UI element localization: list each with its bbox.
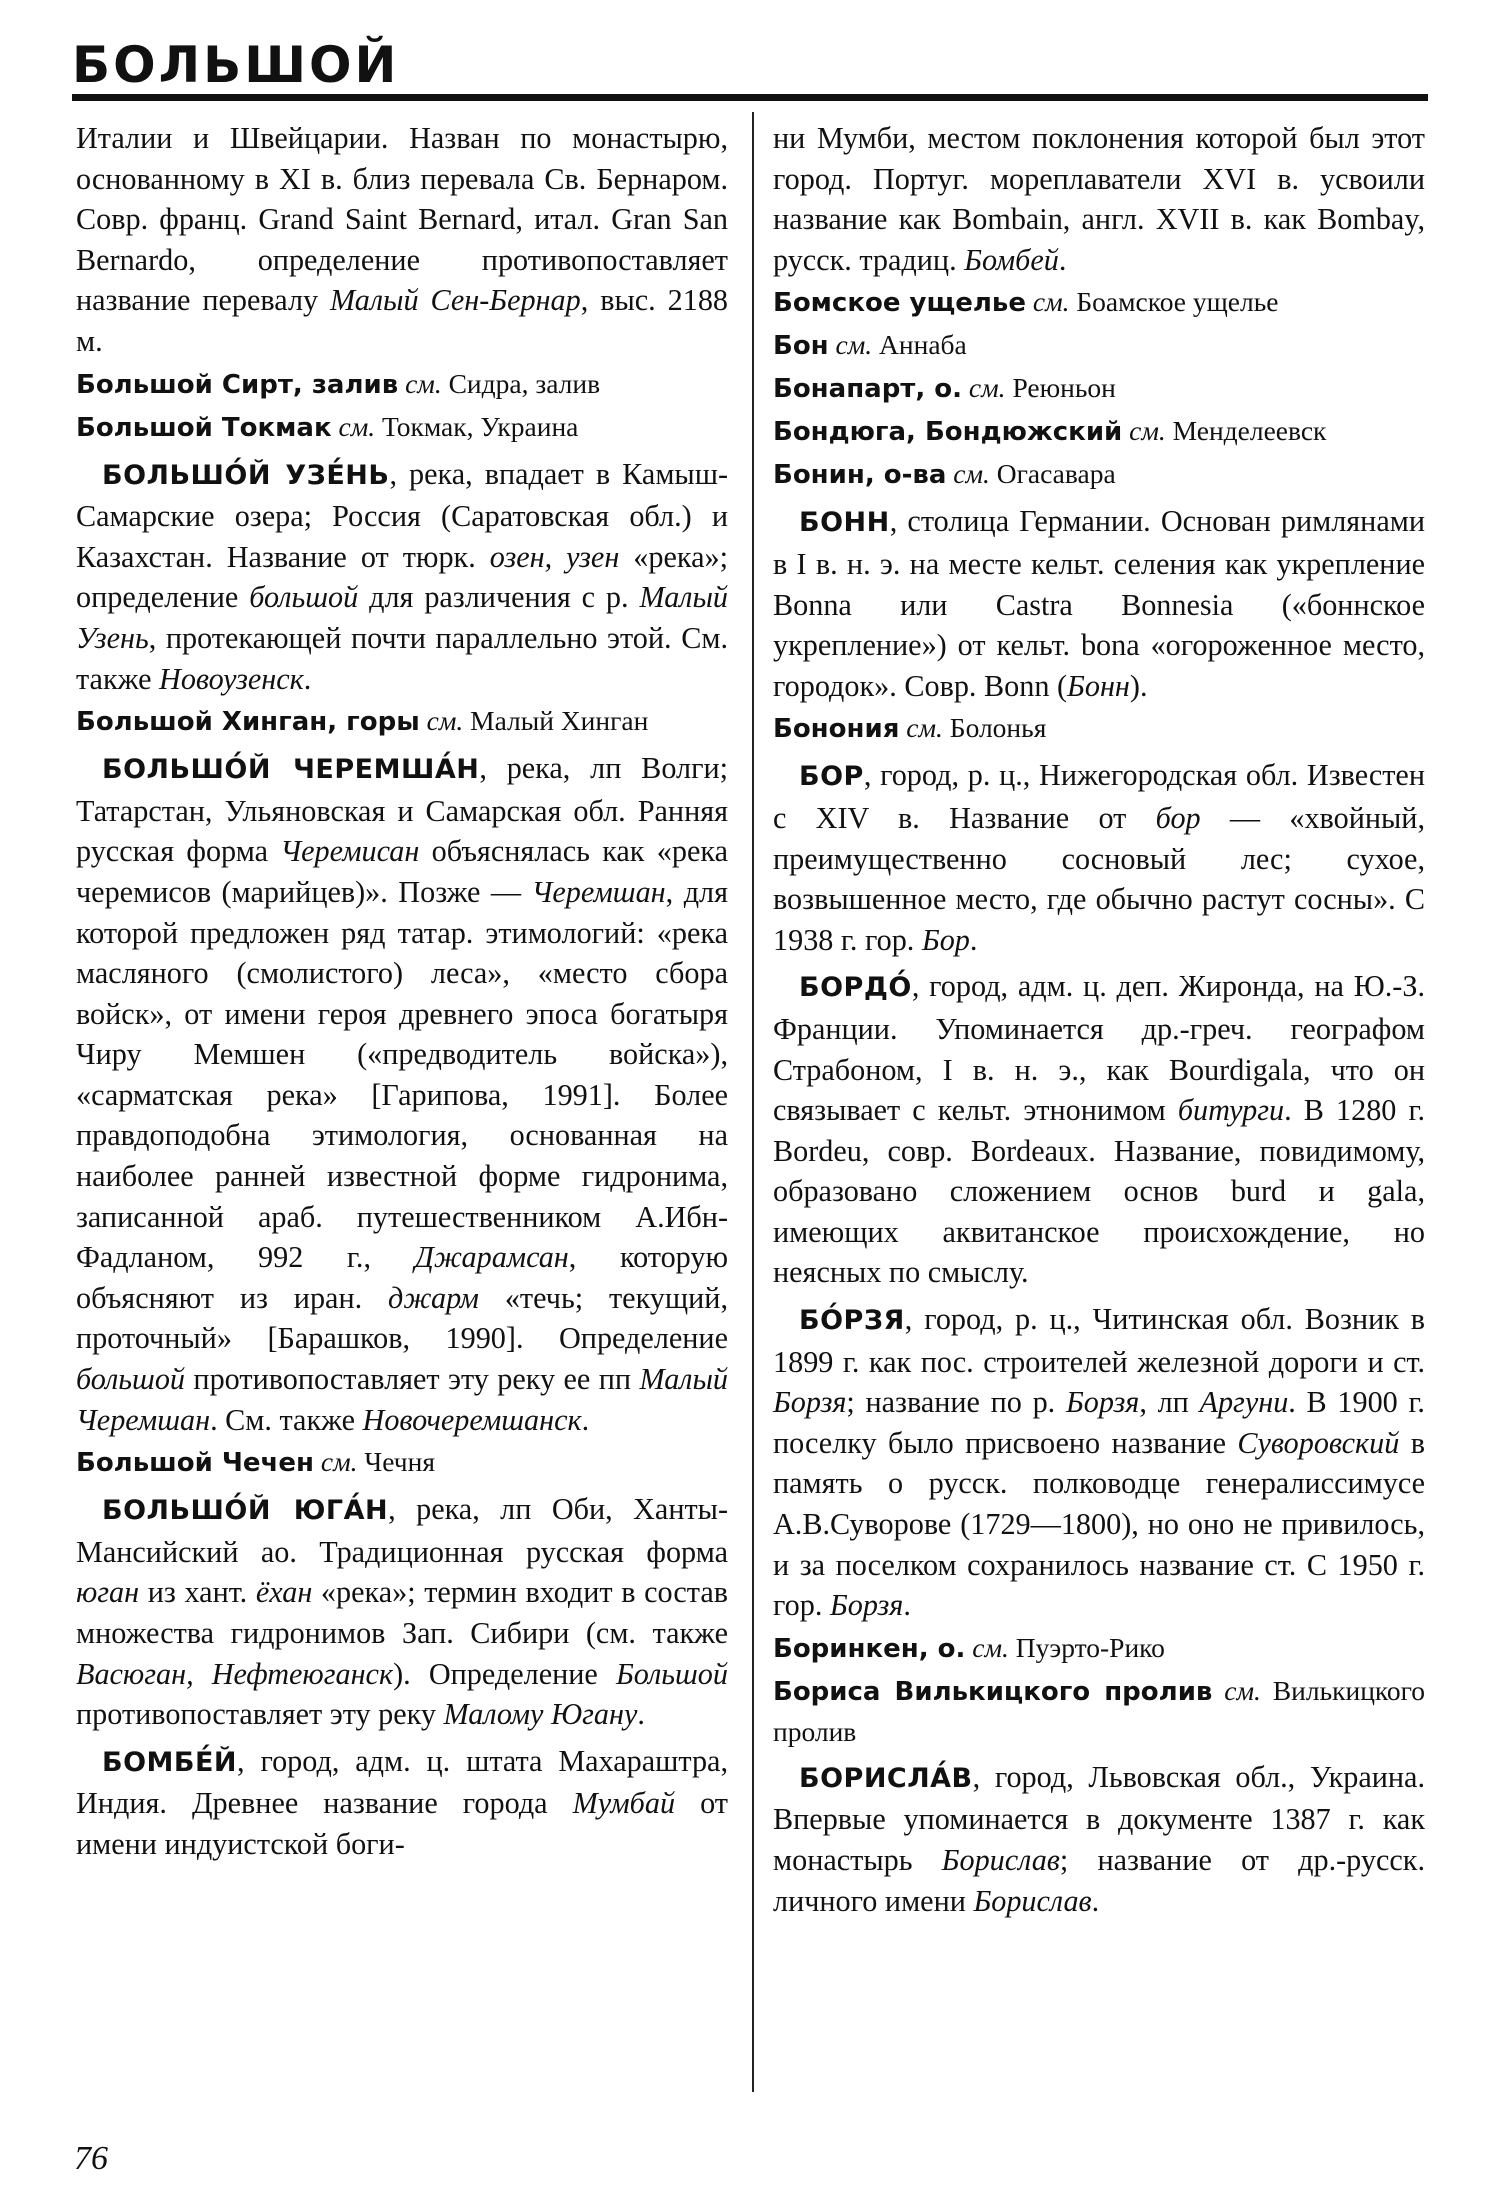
reference-headword: Боринкен, о. (773, 1633, 966, 1664)
entry-text: . (903, 1588, 911, 1623)
entry-text: . (637, 1697, 645, 1732)
italic-text: см. (953, 458, 990, 490)
reference-headword: Бонапарт, о. (773, 374, 963, 405)
italic-text: большой (249, 580, 359, 615)
reference-headword: Бон (773, 331, 829, 362)
entry-text: Менделеевск (1165, 415, 1327, 447)
cross-reference-entry (76, 364, 728, 405)
entry-text: ). (1129, 668, 1148, 703)
entry-text: Малый Хинган (463, 705, 649, 737)
entry-text: противопоставляет эту реку (76, 1697, 444, 1732)
entry-text: . (969, 922, 978, 957)
cross-reference-entry (773, 1671, 1425, 1751)
entry-text: , город, р. ц., Нижегородская обл. Известен с XIV в. Название от (773, 758, 1425, 835)
entry-headword: БОЛЬШО́Й УЗЕ́НЬ (102, 459, 390, 491)
entry-text: . (303, 661, 312, 696)
italic-text: Малый Сен-Бернар (330, 283, 581, 318)
entry-text: «река»; определение (76, 539, 728, 615)
entry-text: Сидра, залив (441, 367, 601, 399)
entry-text: , река, лп Волги; Татарстан, Ульяновская и Самарская обл. Ранняя русская форма (76, 751, 728, 869)
entry-text: , протекающей почти параллельно этой. См. также (76, 620, 728, 696)
italic-text: Суворовский (1237, 1425, 1400, 1460)
entry-text: для различения с р. (358, 580, 640, 615)
italic-text: см. (338, 410, 376, 442)
entry-text: , которую объясняют из иран. (76, 1240, 728, 1315)
italic-text: Бор (921, 922, 970, 957)
italic-text: Джарамсан (414, 1240, 569, 1275)
italic-text: Борислав (973, 1883, 1092, 1918)
italic-text: Бонн (1067, 668, 1130, 703)
right-column (773, 118, 1425, 1921)
entry-text: . В 1280 г. Bordeu, совр. Bordeaux. Название, повидимому, образовано сложением основ burd и gala, имеющих аквитанское происхождение, но неясных по смыслу. (773, 1093, 1425, 1290)
italic-text: Мумбай (572, 1786, 676, 1821)
cross-reference-entry (773, 708, 1425, 749)
dictionary-entry (773, 1757, 1425, 1921)
italic-text: см. (968, 372, 1006, 404)
reference-headword: Бомское ущелье (773, 288, 1026, 319)
entry-continuation (773, 118, 1425, 280)
cross-reference-entry (773, 325, 1425, 366)
entry-text: Огасавара (989, 458, 1116, 490)
dictionary-entry (76, 748, 728, 1440)
cross-reference-entry (773, 1628, 1425, 1669)
entry-text: , река, лп Оби, Ханты-Мансийский ао. Традиционная русская форма (76, 1492, 729, 1569)
cross-reference-entry (76, 701, 728, 742)
italic-text: большой (76, 1362, 186, 1397)
italic-text: Новоузенск (159, 661, 304, 696)
italic-text: Новочеремшанск (362, 1402, 582, 1437)
italic-text: см. (1129, 415, 1166, 447)
entry-text: из хант. (139, 1575, 256, 1610)
entry-text: ; название от др.-русск. личного имени (773, 1843, 1425, 1918)
header-rule (72, 94, 1428, 101)
entry-headword: БОРИСЛА́В (799, 1762, 973, 1794)
entry-text: . (1091, 1883, 1100, 1918)
entry-headword: БОР (799, 761, 864, 793)
entry-text: . (581, 1402, 590, 1437)
reference-headword: Большой Чечен (76, 1448, 314, 1479)
italic-text: см. (405, 367, 442, 399)
italic-text: битурги (1177, 1093, 1285, 1128)
cross-reference-entry (76, 407, 728, 448)
italic-text: Малый Черемшан (76, 1362, 728, 1437)
dictionary-entry (76, 1741, 728, 1865)
italic-text: бор (1155, 800, 1201, 835)
entry-text: . В 1900 г. поселку было присвоено название (773, 1385, 1425, 1460)
entry-text (962, 372, 969, 403)
cross-reference-entry (773, 411, 1425, 452)
italic-text: Васюган, Нефтеюганск (76, 1656, 394, 1691)
entry-text: в память о русск. полководце генералиссимусе А.В.Суворове (1729—1800), но оно не привилось, и за поселком сохранилось название ст. С 1950 г. гор. (773, 1425, 1425, 1623)
italic-text: см. (835, 329, 873, 361)
entry-headword: БОЛЬШО́Й ЮГА́Н (102, 1495, 389, 1527)
italic-text: Борислав (941, 1843, 1060, 1877)
entry-text: ; название по р. (846, 1385, 1066, 1420)
entry-text: Боамское ущелье (1069, 286, 1279, 318)
italic-text: Аргуни (1199, 1385, 1289, 1420)
reference-headword: Большой Сирт, залив (76, 369, 399, 400)
entry-text: Италии и Швейцарии. Назван по монастырю, основанному в XI в. близ перевала Св. Бернаром. Совр. франц. Grand Saint Bernard, итал. Gran San Bernardo, определение противопоставляет название перевалу (76, 121, 728, 318)
reference-headword: Бонония (773, 714, 900, 745)
entry-text: Реюньон (1005, 372, 1116, 404)
page-number: 76 (74, 2140, 108, 2177)
italic-text: юган (76, 1575, 140, 1610)
italic-text: Большой (615, 1656, 728, 1691)
cross-reference-entry (773, 282, 1425, 323)
italic-text: см. (1032, 286, 1070, 318)
dictionary-entry (76, 454, 728, 700)
entry-text: Вилькицкого пролив (773, 1674, 1425, 1747)
column-divider (752, 112, 754, 2092)
entry-text: , река, впадает в Камыш-Самарские озера; Россия (Саратовская обл.) и Казахстан. Название от тюрк. (76, 456, 728, 574)
italic-text: Малому Югану (443, 1697, 638, 1732)
italic-text: см. (906, 712, 943, 744)
entry-continuation (76, 118, 728, 362)
entry-text: , город, р. ц., Читинская обл. Возник в 1899 г. как пос. строителей железной дороги и ст. (773, 1302, 1425, 1379)
italic-text: Бомбей (964, 242, 1059, 277)
entry-text: , город, адм. ц. деп. Жиронда, на Ю.-З. Франции. Упоминается др.-греч. географом Страбоном, I в. н. э., как Bourdigala, что он связывает с кельт. этнонимом (773, 969, 1425, 1128)
italic-text: Борзя (1065, 1385, 1140, 1420)
entry-text: «река»; термин входит в состав множества гидронимов Зап. Сибири (см. также (76, 1575, 728, 1650)
italic-text: Борзя (829, 1588, 904, 1623)
entry-text: , город, Львовская обл., Украина. Впервые упоминается в документе 1387 г. как монастырь (773, 1759, 1425, 1877)
dictionary-entry (76, 1489, 728, 1735)
entry-text: , выс. 2188 м. (76, 283, 729, 358)
italic-text: см. (972, 1631, 1009, 1663)
reference-headword: Бонин, о-ва (773, 460, 947, 491)
reference-headword: Бориса Вилькицкого пролив (773, 1676, 1213, 1707)
entry-text: Токмак, Украина (375, 410, 579, 442)
reference-headword: Большой Хинган, горы (76, 707, 420, 738)
italic-text: Борзя (773, 1385, 847, 1420)
italic-text: джарм (388, 1280, 479, 1315)
dictionary-entry (773, 501, 1425, 706)
entry-text: от имени индуистской боги- (76, 1786, 728, 1861)
italic-text: Малый Узень (76, 580, 728, 655)
entry-text: объяснялась как «река черемисов (марийцев)». Позже — (76, 834, 728, 909)
entry-text: противопоставляет эту реку ее пп (185, 1362, 640, 1397)
left-column (76, 118, 728, 1865)
reference-headword: Большой Токмак (76, 412, 332, 443)
entry-text: Чечня (357, 1446, 435, 1478)
italic-text: см. (320, 1446, 358, 1478)
entry-text: — «хвойный, преимущественно сосновый лес; сухое, возвышенное место, где обычно растут сосны». С 1938 г. гор. (773, 800, 1425, 957)
cross-reference-entry (76, 1442, 728, 1483)
entry-headword: БОРДО́ (799, 972, 912, 1004)
entry-text (829, 329, 836, 360)
reference-headword: Бондюга, Бондюжский (773, 417, 1123, 448)
entry-text: ни Мумби, местом поклонения которой был этот город. Португ. мореплаватели XVI в. усвоили название как Bombain, англ. XVII в. как Bombay, русск. традиц. (773, 121, 1425, 277)
entry-text (1212, 1675, 1224, 1706)
entry-text: Аннаба (872, 329, 967, 361)
entry-headword: БО́РЗЯ (799, 1305, 905, 1337)
entry-text: , лп (1139, 1385, 1200, 1420)
italic-text: Черемисан (280, 834, 420, 869)
entry-headword: БОМБЕ́Й (102, 1746, 238, 1778)
entry-text: , столица Германии. Основан римлянами в I в. н. э. на месте кельт. селения как укрепление Bonna или Castra Bonnesia («боннское укрепление») от кельт. bona «огороженное место, городок». Совр. Bonn ( (773, 504, 1425, 703)
entry-text: Пуэрто-Рико (1008, 1631, 1165, 1663)
italic-text: см. (1224, 1674, 1261, 1706)
italic-text: ёхан (255, 1575, 313, 1610)
entry-text: . (1058, 242, 1067, 277)
entry-text: . См. также (210, 1402, 363, 1437)
entry-text: , город, адм. ц. штата Махараштра, Индия. Древнее название города (76, 1743, 728, 1821)
entry-headword: БОЛЬШО́Й ЧЕРЕМША́Н (102, 754, 480, 786)
entry-text: «течь; текущий, проточный» [Барашков, 1990]. Определение (76, 1280, 728, 1356)
cross-reference-entry (773, 454, 1425, 495)
entry-text (420, 705, 427, 736)
entry-text: , для которой предложен ряд татар. этимологий: «река масляного (смолистого) леса», «место сбора войск», от имени героя древнего эпоса богатыря Чиру Мемшен («предводитель войска»), «сарматская река» [Гарипова, 1991]. Более правдоподобна этимология, основанная на наиболее ранней известной форме гидронима, записанной араб. путешественником А.Ибн-Фадланом, 992 г., (76, 874, 728, 1275)
entry-text: Болонья (942, 712, 1047, 744)
entry-text: ). Определение (393, 1656, 616, 1691)
italic-text: Черемшан (531, 874, 666, 909)
entry-text (314, 1446, 321, 1477)
entry-headword: БОНН (799, 507, 890, 539)
italic-text: озен, узен (489, 539, 620, 574)
dictionary-entry (773, 966, 1425, 1293)
dictionary-entry (773, 755, 1425, 960)
entry-text (1026, 286, 1033, 317)
cross-reference-entry (773, 368, 1425, 409)
italic-text: см. (426, 705, 464, 737)
dictionary-entry (773, 1299, 1425, 1626)
running-head: БОЛЬШОЙ (72, 36, 400, 94)
